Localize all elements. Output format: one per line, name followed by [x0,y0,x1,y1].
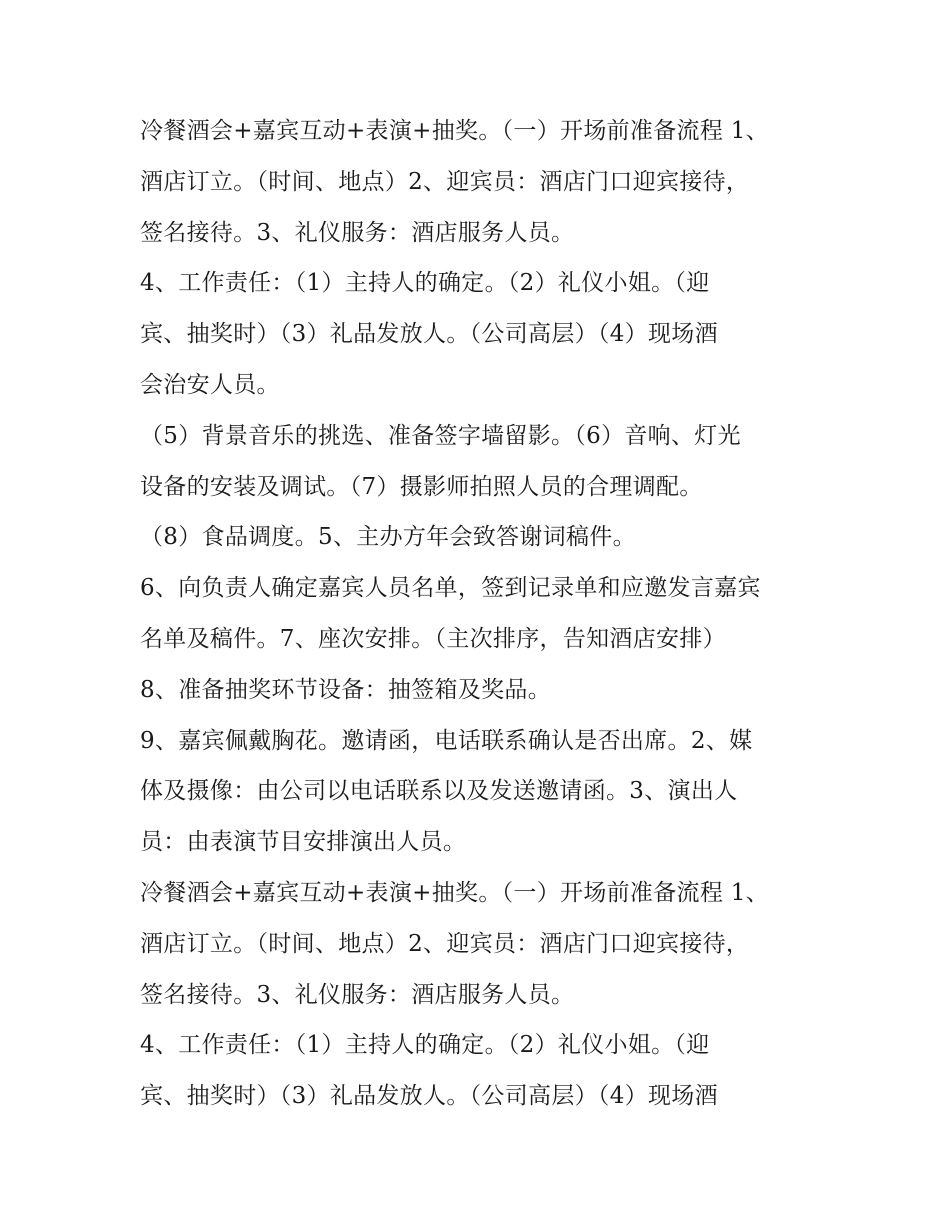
text-line: 酒店订立。（时间、地点）2、迎宾员：酒店门口迎宾接待， [140,168,750,195]
text-line: 酒店订立。（时间、地点）2、迎宾员：酒店门口迎宾接待， [140,930,750,957]
text-line: 员：由表演节目安排演出人员。 [140,829,467,856]
text-line: 4、工作责任：（1）主持人的确定。（2）礼仪小姐。（迎 [140,1032,710,1059]
text-line: 会治安人员。 [140,371,280,398]
text-line: 9、嘉宾佩戴胸花。邀请函，电话联系确认是否出席。2、媒 [140,727,753,754]
text-line: 设备的安装及调试。（7）摄影师拍照人员的合理调配。 [140,473,703,500]
document-body [140,106,820,1122]
text-line: 签名接待。3、礼仪服务：酒店服务人员。 [140,219,575,246]
text-line: 名单及稿件。7、座次安排。（主次排序，告知酒店安排） [140,625,726,652]
text-line: 冷餐酒会+嘉宾互动+表演+抽奖。（一）开场前准备流程 1、 [140,879,769,906]
text-line: 体及摄像：由公司以电话联系以及发送邀请函。3、演出人 [140,778,738,805]
text-line: 8、准备抽奖环节设备：抽签箱及奖品。 [140,676,552,703]
text-line: （8）食品调度。5、主办方年会致答谢词稿件。 [140,524,636,551]
text-line: 宾、抽奖时）（3）礼品发放人。（公司高层）（4）现场酒 [140,1083,718,1110]
text-line: 宾、抽奖时）（3）礼品发放人。（公司高层）（4）现场酒 [140,321,718,348]
text-line: （5）背景音乐的挑选、准备签字墙留影。（6）音响、灯光 [140,422,741,449]
text-line: 冷餐酒会+嘉宾互动+表演+抽奖。（一）开场前准备流程 1、 [140,118,769,144]
text-line: 签名接待。3、礼仪服务：酒店服务人员。 [140,981,575,1008]
text-line: 4、工作责任：（1）主持人的确定。（2）礼仪小姐。（迎 [140,270,710,297]
text-line: 6、向负责人确定嘉宾人员名单，签到记录单和应邀发言嘉宾 [140,575,761,602]
